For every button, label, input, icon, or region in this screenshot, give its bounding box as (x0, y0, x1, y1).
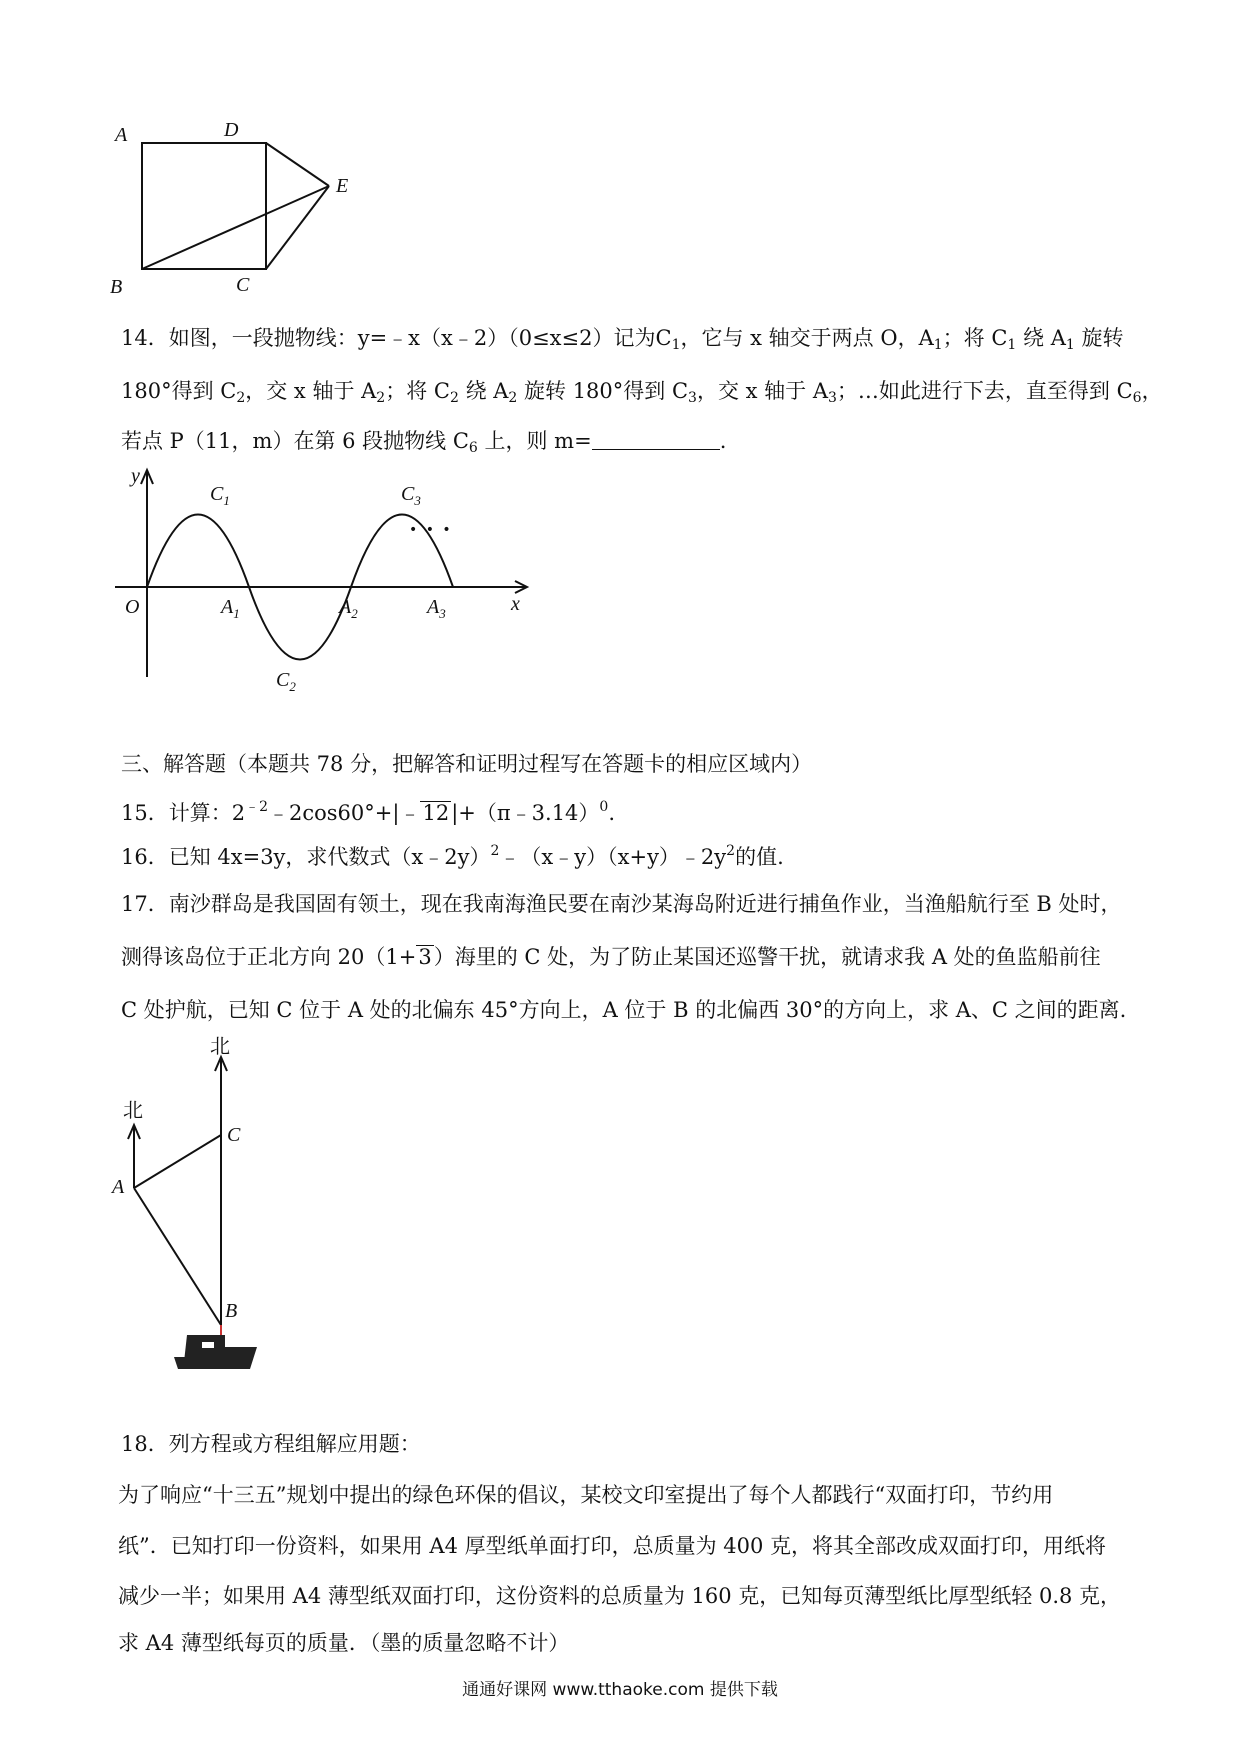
label-A3: $A_3$ (427, 596, 446, 621)
label-y: y (131, 465, 140, 487)
answer-blank (592, 429, 720, 450)
label-B: B (225, 1300, 238, 1322)
label-x: x (511, 593, 520, 615)
label-C2-vis: $C_2$ (276, 669, 296, 694)
label-A2: $A_2$ (339, 596, 358, 621)
page-footer: 通通好课网 www.tthaoke.com 提供下载 (462, 1680, 778, 1700)
q15: 15．计算：$2^{﹣2}﹣2\cos 60^\circ+|﹣12|+(\pi﹣3.14)^0$. (121, 799, 616, 825)
q18-line-5: 求 A4 薄型纸每页的质量．（墨的质量忽略不计） (118, 1631, 570, 1655)
label-C: C (236, 274, 250, 296)
q18-line-4: 减少一半；如果用 A4 薄型纸双面打印，这份资料的总质量为 160 克，已知每页薄型纸比厚型纸轻 0.8 克， (118, 1584, 1122, 1608)
label-O: O (125, 596, 140, 618)
ellipsis-dots: • • • (409, 522, 453, 538)
figure-square-triangle (110, 119, 375, 305)
label-C1: $C_1$ (210, 483, 230, 508)
section-3-header: 三、解答题（本题共 78 分，把解答和证明过程写在答题卡的相应区域内） (121, 752, 813, 776)
label-E: E (336, 175, 349, 197)
label-A: A (115, 124, 128, 146)
q14-line-1: 14．如图，一段抛物线：y=﹣x（x﹣2）（0≤x≤2）记为$C_1$，它与 x 轴交于两点 O，$A_1$；将 $C_1$ 绕 $A_1$ 旋转 (121, 326, 1124, 353)
label-D-vis: D (224, 119, 239, 141)
label-A: A (112, 1176, 125, 1198)
q18-line-2: 为了响应“十三五”规划中提出的绿色环保的倡议，某校文印室提出了每个人都践行“双面打印，节约用 (118, 1483, 1054, 1507)
figure-parabola-segments (115, 464, 535, 694)
q14-line-3: 若点 P（11，m）在第 6 段抛物线 $C_6$ 上，则 m= . (121, 429, 727, 456)
q18-line-3: 纸”．已知打印一份资料，如果用 A4 厚型纸单面打印，总质量为 400 克，将其全部改成双面打印，用纸将 (118, 1534, 1107, 1558)
label-C3: $C_3$ (401, 483, 421, 508)
sqrt-12: 12 (422, 801, 450, 825)
sqrt-3: 3 (418, 945, 432, 969)
q16: 16．已知 4x=3y，求代数式$(x﹣2y)^2﹣(x﹣y)(x+y)﹣2y^2$的值. (121, 843, 784, 869)
q17-line-1: 17．南沙群岛是我国固有领土，现在我南海渔民要在南沙某海岛附近进行捕鱼作业，当渔船航行至 B 处时， (121, 892, 1122, 916)
label-A1: $A_1$ (221, 596, 240, 621)
label-B: B (110, 276, 123, 298)
boat-icon (174, 1325, 257, 1369)
q17-line-3: C 处护航，已知 C 位于 A 处的北偏东 45°方向上，A 位于 B 的北偏西 30°的方向上，求 A、C 之间的距离. (121, 998, 1127, 1022)
q14-line-2: 180°得到 $C_2$，交 x 轴于 $A_2$；将 $C_2$ 绕 $A_2$ 旋转 180°得到 $C_3$，交 x 轴于 $A_3$；…如此进行下去，直至得到 $C_6$， (121, 379, 1163, 406)
label-C: C (227, 1124, 241, 1146)
north-label-right: 北 (210, 1034, 230, 1058)
north-label-left: 北 (123, 1098, 143, 1122)
figure-bearing-diagram (112, 1035, 282, 1390)
q17-line-2: 测得该岛位于正北方向 20（1+3）海里的 C 处，为了防止某国还巡警干扰，就请求我 A 处的鱼监船前往 (121, 945, 1101, 969)
q18-line-1: 18．列方程或方程组解应用题： (121, 1432, 421, 1456)
